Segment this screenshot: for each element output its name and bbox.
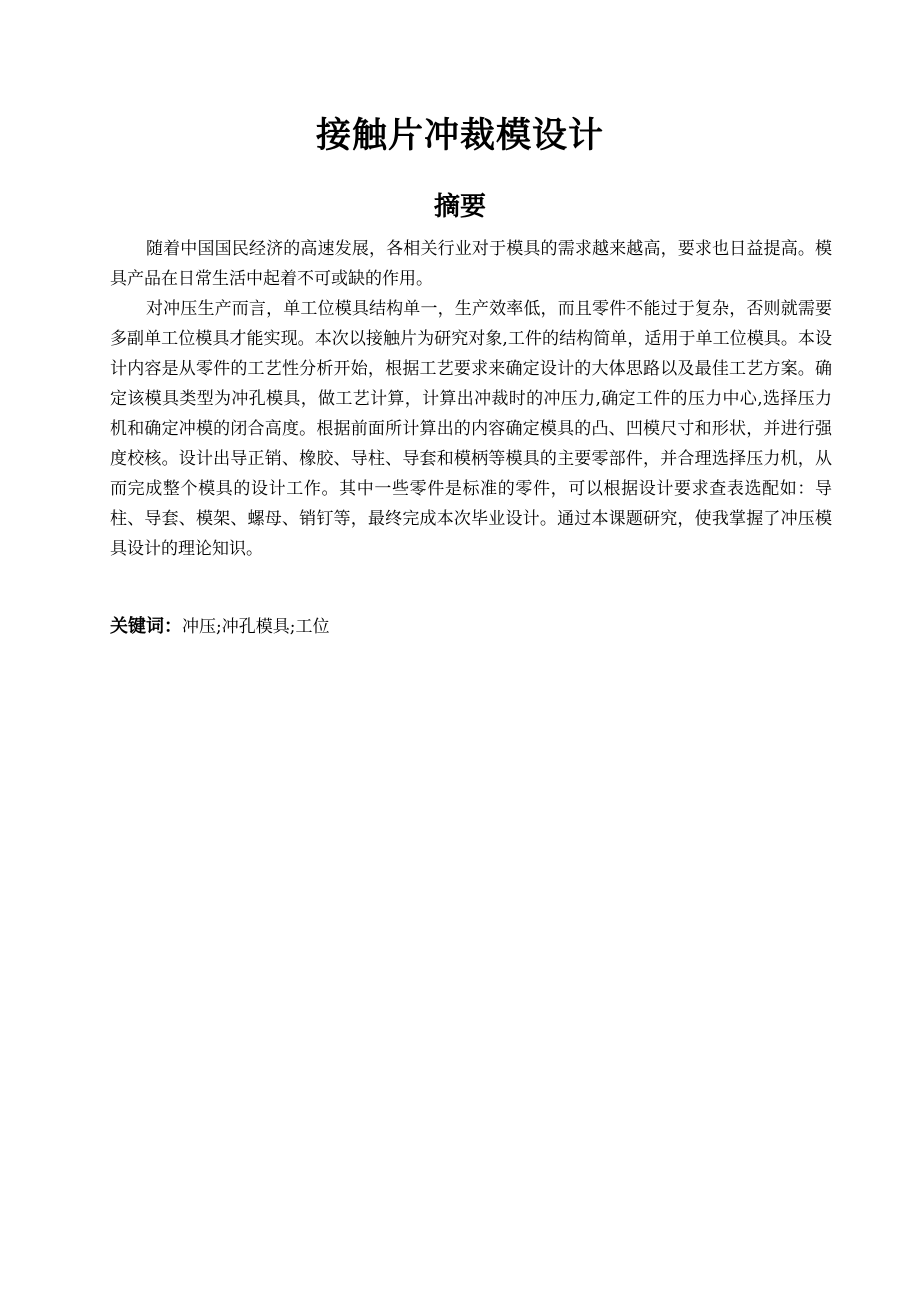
keywords-line bbox=[110, 612, 832, 642]
abstract-paragraph-2: 对冲压生产而言，单工位模具结构单一，生产效率低，而且零件不能过于复杂，否则就需要多副单工位模具才能实现。本次以接触片为研究对象,工件的结构简单，适用于单工位模具。本设计内容是从零件的工艺性分析开始，根据工艺要求来确定设计的大体思路以及最佳工艺方案。确定该模具类型为冲孔模具，做工艺计算，计算出冲裁时的冲压力,确定工件的压力中心,选择压力机和确定冲模的闭合高度。根据前面所计算出的内容确定模具的凸、凹模尺寸和形状，并进行强度校核。设计出导正销、橡胶、导柱、导套和模柄等模具的主要零部件，并合理选择压力机，从而完成整个模具的设计工作。其中一些零件是标准的零件，可以根据设计要求查表选配如：导柱、导套、模架、螺母、销钉等，最终完成本次毕业设计。通过本课题研究，使我掌握了冲压模具设计的理论知识。 bbox=[110, 299, 832, 559]
abstract-paragraph-1: 随着中国国民经济的高速发展，各相关行业对于模具的需求越来越高，要求也日益提高。模具产品在日常生活中起着不可或缺的作用。 bbox=[110, 239, 832, 289]
keywords-value: 冲压;冲孔模具;工位 bbox=[182, 617, 330, 637]
abstract-body bbox=[110, 234, 832, 564]
abstract-heading: 摘要 bbox=[433, 192, 486, 222]
keywords-label: 关键词： bbox=[110, 616, 182, 637]
document-title: 接触片冲裁模设计 bbox=[315, 116, 604, 156]
